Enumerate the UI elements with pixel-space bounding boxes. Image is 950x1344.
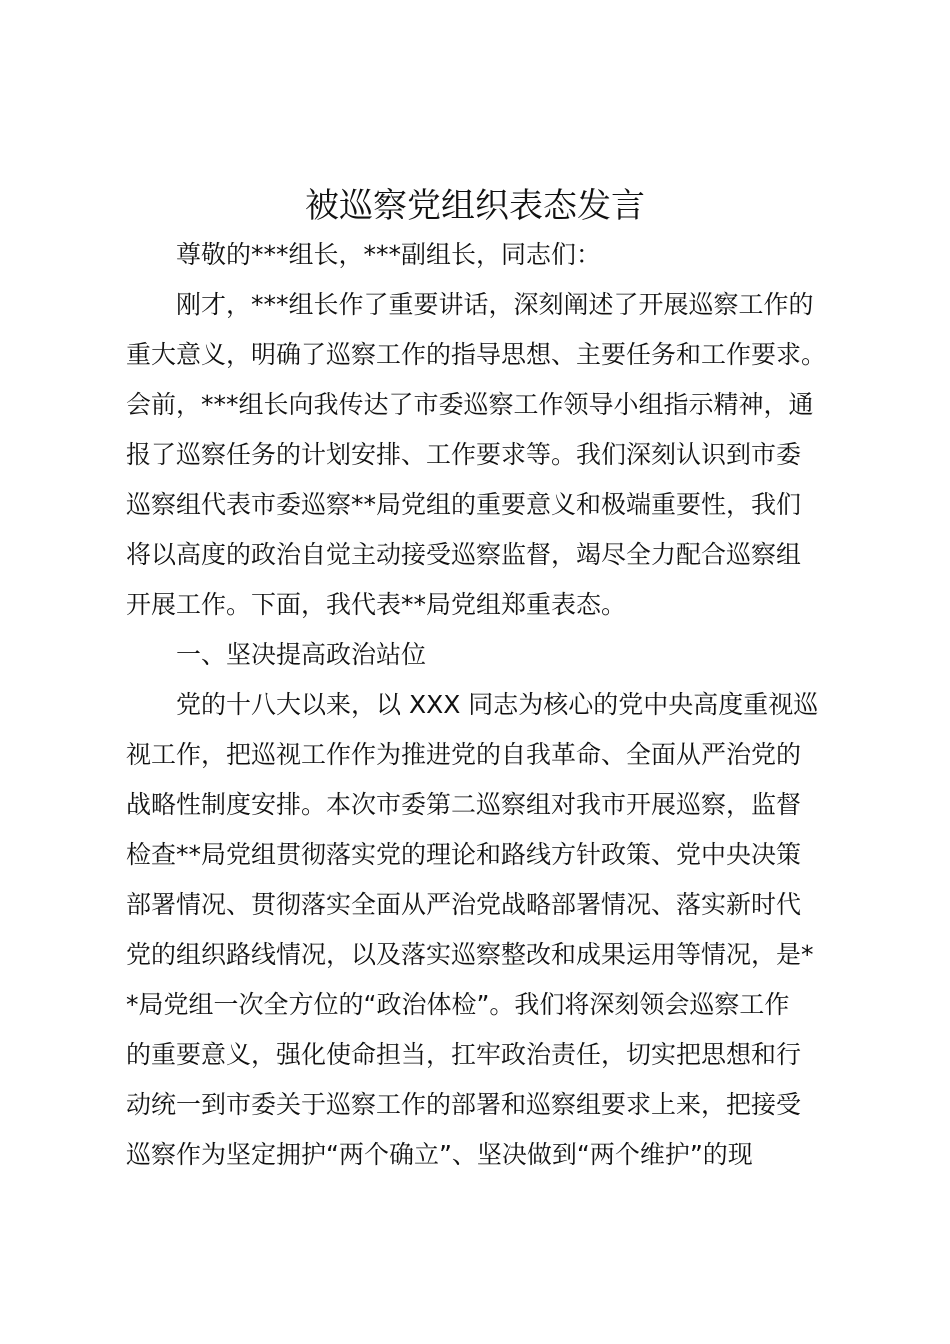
paragraph-line: 开展工作。下面，我代表**局党组郑重表态。	[126, 590, 627, 619]
paragraph-line: 将以高度的政治自觉主动接受巡察监督，竭尽全力配合巡察组	[126, 540, 802, 569]
paragraph-line: 党的组织路线情况，以及落实巡察整改和成果运用等情况，是*	[126, 940, 814, 969]
paragraph-line: 会前，***组长向我传达了市委巡察工作领导小组指示精神，通	[126, 390, 814, 419]
paragraph-line: 报了巡察任务的计划安排、工作要求等。我们深刻认识到市委	[126, 440, 802, 469]
paragraph-line: 刚才，***组长作了重要讲话，深刻阐述了开展巡察工作的	[176, 290, 814, 319]
paragraph-line: 巡察作为坚定拥护“两个确立”、坚决做到“两个维护”的现	[126, 1140, 753, 1169]
paragraph-line: 动统一到市委关于巡察工作的部署和巡察组要求上来，把接受	[126, 1090, 802, 1119]
paragraph-line: 的重要意义，强化使命担当，扛牢政治责任，切实把思想和行	[126, 1040, 802, 1069]
paragraph-line: 一、坚决提高政治站位	[176, 640, 427, 669]
paragraph-line: *局党组一次全方位的“政治体检”。我们将深刻领会巡察工作	[126, 990, 790, 1019]
paragraph-line: 战略性制度安排。本次市委第二巡察组对我市开展巡察，监督	[126, 790, 802, 819]
paragraph-line: 视工作，把巡视工作作为推进党的自我革命、全面从严治党的	[126, 740, 802, 769]
document-title: 被巡察党组织表态发言	[305, 186, 645, 226]
paragraph-line: 重大意义，明确了巡察工作的指导思想、主要任务和工作要求。	[126, 340, 827, 369]
paragraph-line: 党的十八大以来，以 XXX 同志为核心的党中央高度重视巡	[176, 690, 819, 719]
paragraph-line: 巡察组代表市委巡察**局党组的重要意义和极端重要性，我们	[126, 490, 802, 519]
paragraph-line: 检查**局党组贯彻落实党的理论和路线方针政策、党中央决策	[126, 840, 802, 869]
paragraph-line: 部署情况、贯彻落实全面从严治党战略部署情况、落实新时代	[126, 890, 802, 919]
paragraph-line: 尊敬的***组长，***副组长，同志们：	[176, 240, 602, 269]
